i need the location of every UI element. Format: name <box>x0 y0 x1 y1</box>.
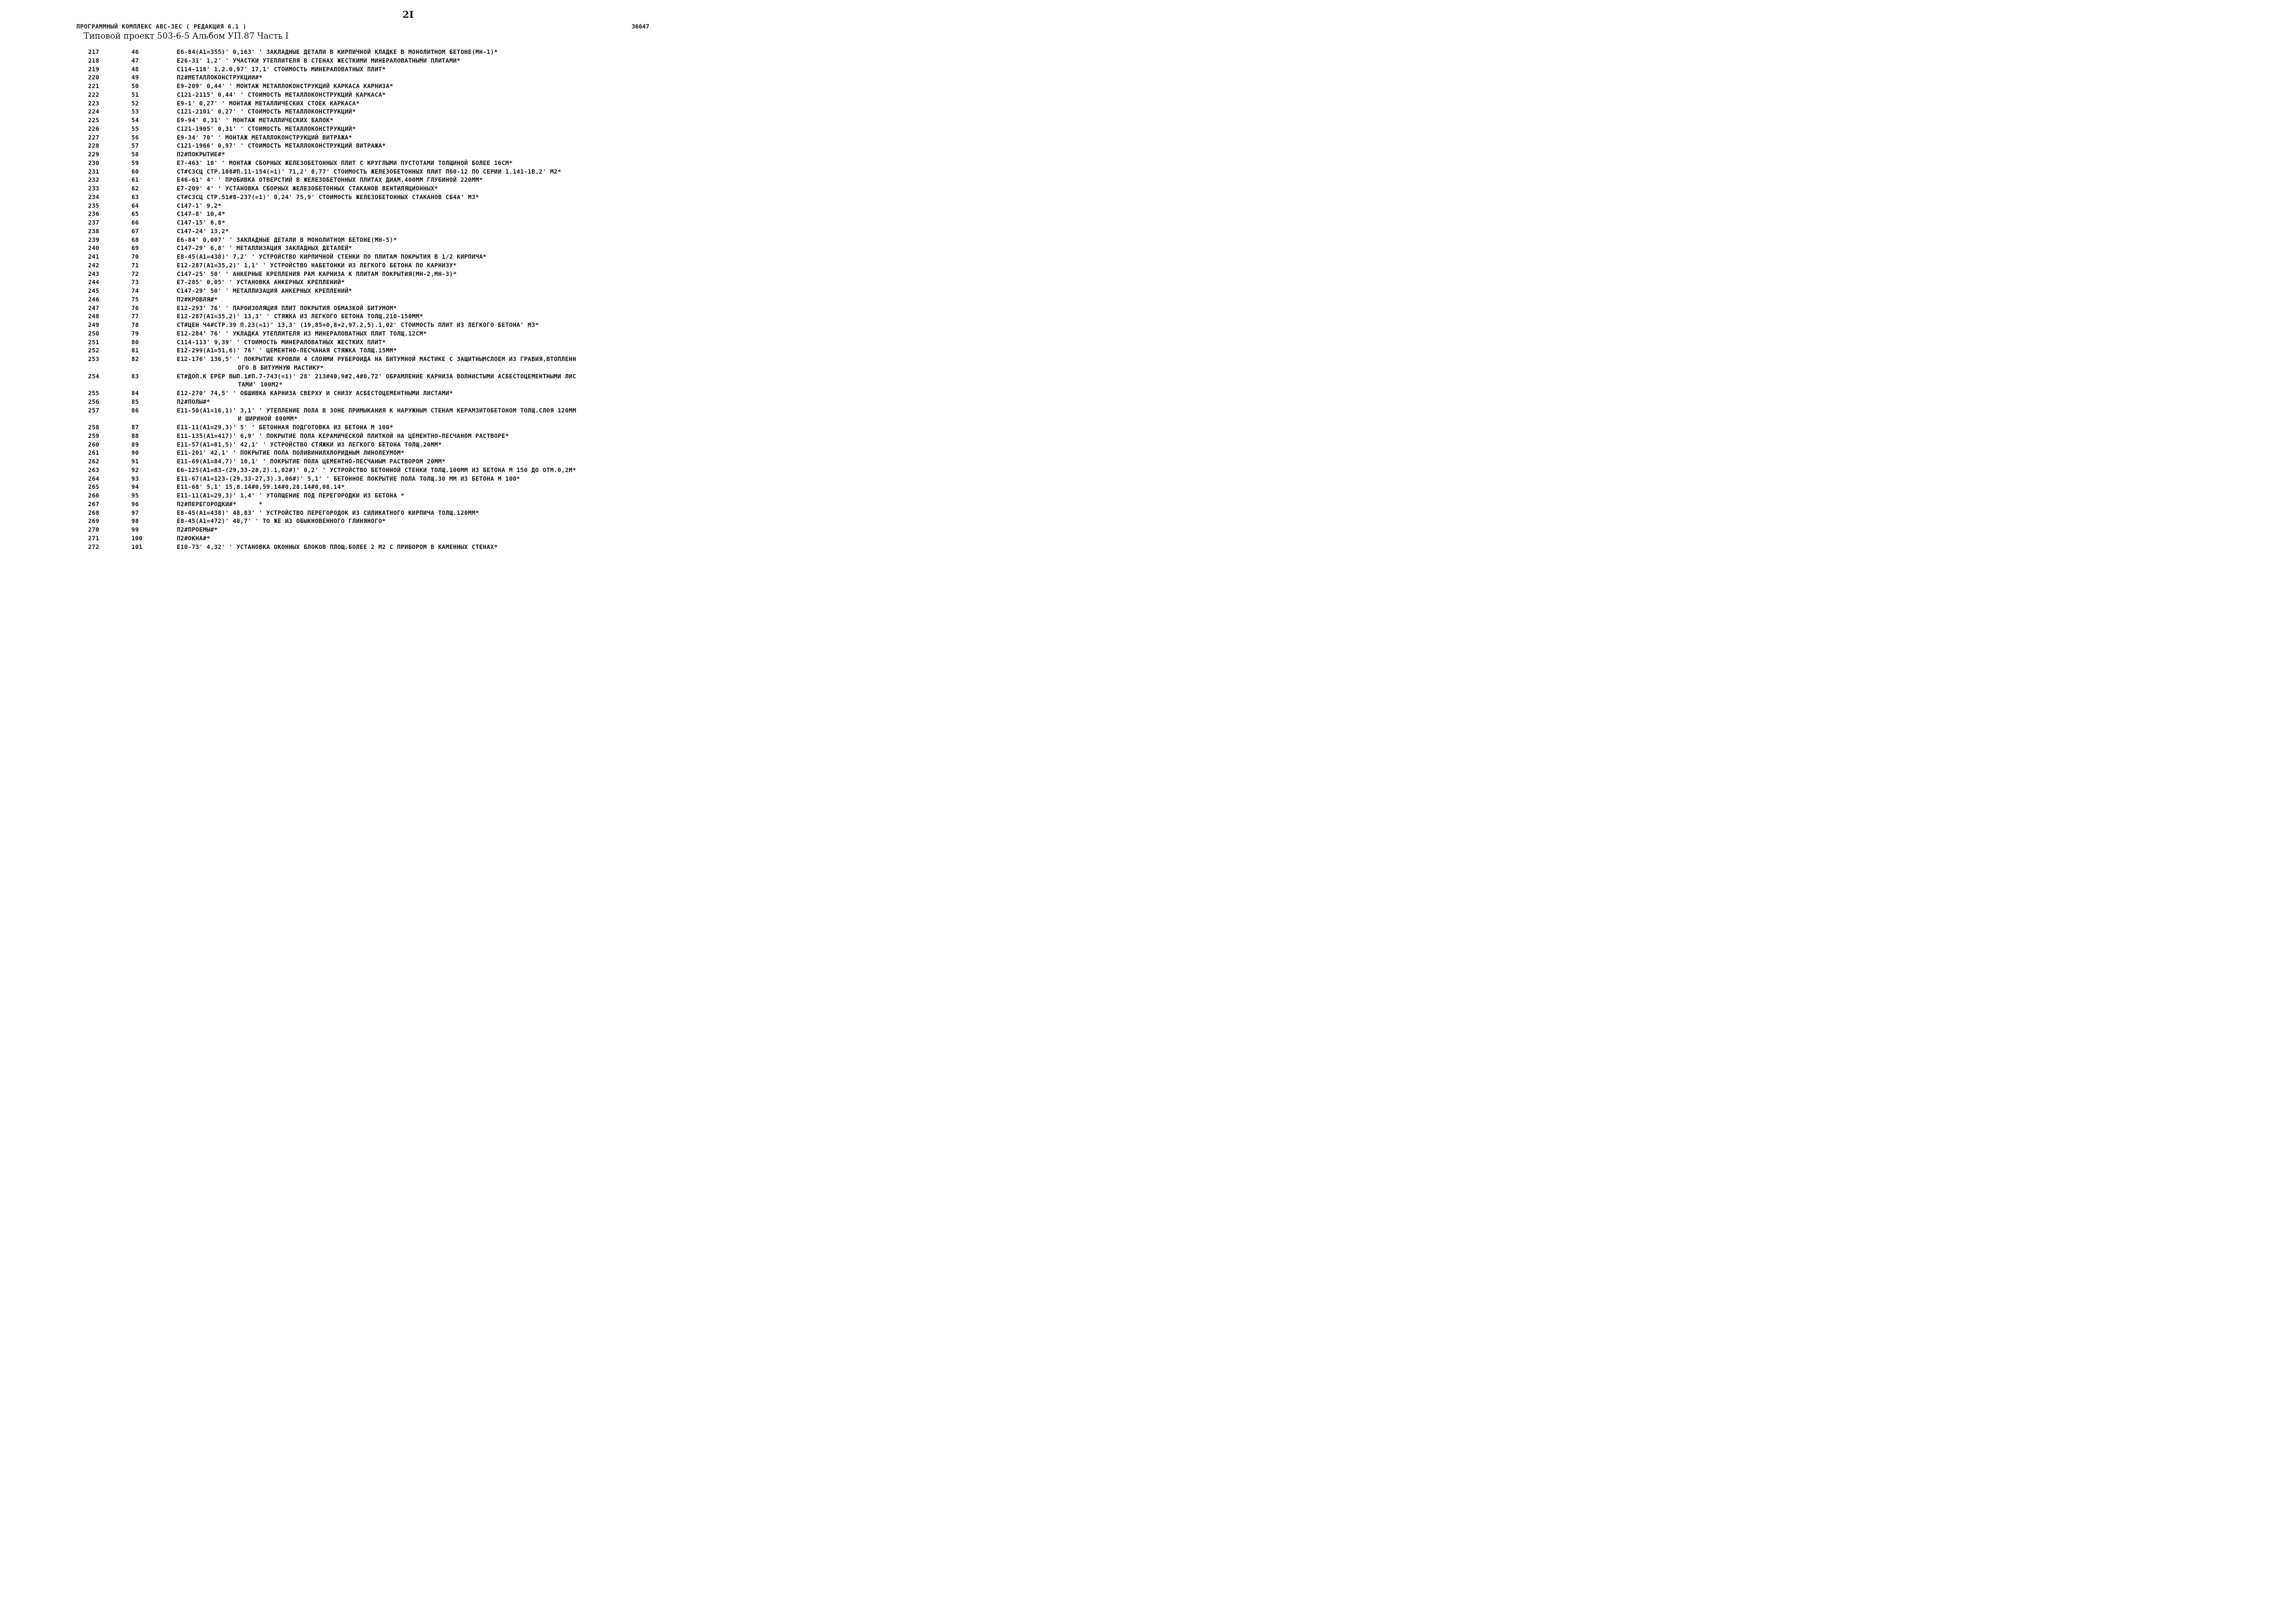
line-number: 232 <box>88 176 99 184</box>
row-text-main: СТ#СЗСЦ СТР.108#П.11-154(=1)' 71,2' 8,77' СТОИМОСТЬ ЖЕЛЕЗОБЕТОННЫХ ПЛИТ П60-12 ПО СЕРИИ 1.141-1В.2' М2* <box>177 168 561 175</box>
row-text-main: Е8-45(А1=438)' 7,2' ' УСТРОЙСТВО КИРПИЧНОЙ СТЕНКИ ПО ПЛИТАМ ПОКРЫТИЯ В 1/2 КИРПИЧА* <box>177 253 487 260</box>
listing-row <box>0 449 815 457</box>
sequence-number: 97 <box>131 509 139 516</box>
listing-row <box>0 99 815 108</box>
row-text <box>177 355 742 372</box>
row-text <box>177 133 742 142</box>
row-text <box>177 491 742 500</box>
line-number: 243 <box>88 270 99 278</box>
row-text <box>177 159 742 168</box>
sequence-number: 94 <box>131 483 139 491</box>
listing-row <box>0 321 815 329</box>
row-text-continuation: ОГО В БИТУМНУЮ МАСТИКУ* <box>238 364 324 371</box>
sequence-number: 80 <box>131 338 139 346</box>
listing-row <box>0 398 815 406</box>
row-text-main: П2#ПРОЕМЫ#* <box>177 526 218 533</box>
listing-row <box>0 184 815 193</box>
row-text <box>177 261 742 270</box>
row-text <box>177 457 742 466</box>
row-text <box>177 338 742 347</box>
row-text <box>177 142 742 150</box>
sequence-number: 66 <box>131 219 139 226</box>
line-number: 234 <box>88 193 99 201</box>
sequence-number: 77 <box>131 313 139 320</box>
row-text <box>177 99 742 108</box>
row-text <box>177 184 742 193</box>
sequence-number: 74 <box>131 287 139 294</box>
row-text-main: Е11-135(А1=417)' 6,9' ' ПОКРЫТИЕ ПОЛА КЕРАМИЧЕСКОЙ ПЛИТКОЙ НА ЦЕМЕНТНО-ПЕСЧАНОМ РАСТВОРЕ* <box>177 432 509 439</box>
listing-row <box>0 372 815 390</box>
row-text-main: Е12-176' 136,5' ' ПОКРЫТИЕ КРОВЛИ 4 СЛОЯМИ РУБЕРОИДА НА БИТУМНОЙ МАСТИКЕ С ЗАЩИТНЫМСЛОЕМ ИЗ ГРАВИЯ,ВТОПЛЕНН <box>177 355 577 363</box>
row-text <box>177 107 742 116</box>
line-number: 252 <box>88 347 99 354</box>
row-text-main: СТ#ЦЕН Ч4#СТР.39 П.23(=1)' 13,3' (19,85+0,8+2,97.2,5).1,02' СТОИМОСТЬ ПЛИТ ИЗ ЛЕГКОГО БЕТОНА' М3* <box>177 321 539 328</box>
row-text-main: Е9-34' 70' ' МОНТАЖ МЕТАЛЛОКОНСТРУКЦИЙ ВИТРАЖА* <box>177 133 352 141</box>
sequence-number: 62 <box>131 185 139 192</box>
row-text <box>177 82 742 91</box>
listing-row <box>0 466 815 475</box>
line-number: 246 <box>88 295 99 303</box>
row-text <box>177 48 742 57</box>
line-number: 218 <box>88 57 99 64</box>
row-text <box>177 389 742 398</box>
sequence-number: 95 <box>131 492 139 499</box>
sequence-number: 54 <box>131 117 139 124</box>
line-number: 235 <box>88 202 99 209</box>
row-text <box>177 543 742 552</box>
row-text-main: П2#ОКНА#* <box>177 534 210 542</box>
sequence-number: 98 <box>131 517 139 525</box>
sequence-number: 67 <box>131 227 139 235</box>
row-text-main: П2#ПОКРЫТИЕ#* <box>177 151 226 158</box>
line-number: 253 <box>88 355 99 363</box>
document-code: 36647 <box>632 23 649 30</box>
listing-row <box>0 338 815 347</box>
sequence-number: 70 <box>131 253 139 260</box>
row-text-continuation: И ШИРИНОЙ 800ММ* <box>238 415 298 423</box>
line-number: 255 <box>88 390 99 397</box>
row-text-main: П2#ПОЛЫ#* <box>177 398 210 405</box>
line-number: 233 <box>88 185 99 192</box>
line-number: 231 <box>88 168 99 175</box>
line-number: 262 <box>88 458 99 465</box>
row-text <box>177 73 742 82</box>
listing-row <box>0 133 815 142</box>
listing-row <box>0 218 815 227</box>
sequence-number: 60 <box>131 168 139 175</box>
line-number: 258 <box>88 424 99 431</box>
line-number: 254 <box>88 372 99 380</box>
row-text <box>177 517 742 526</box>
line-number: 229 <box>88 151 99 158</box>
listing-row <box>0 57 815 65</box>
sequence-number: 88 <box>131 432 139 439</box>
listing-row <box>0 483 815 491</box>
listing-row <box>0 168 815 176</box>
sequence-number: 84 <box>131 390 139 397</box>
row-text-main: Е6-84' 0,007' ' ЗАКЛАДНЫЕ ДЕТАЛИ В МОНОЛИТНОМ БЕТОНЕ(МН-5)* <box>177 236 397 243</box>
line-number: 221 <box>88 82 99 90</box>
sequence-number: 99 <box>131 526 139 533</box>
line-number: 244 <box>88 279 99 286</box>
row-text-main: Е12-287(А1=35,2)' 13,3' ' СТЯЖКА ИЗ ЛЕГКОГО БЕТОНА ТОЛЩ.210-150ММ* <box>177 313 423 320</box>
sequence-number: 89 <box>131 441 139 448</box>
row-text <box>177 423 742 432</box>
row-text-main: СТ#СЗСЦ СТР.51#8-237(=1)' 0,24' 75,9' СТОИМОСТЬ ЖЕЛЕЗОБЕТОННЫХ СТАКАНОВ СБ4А' М3* <box>177 193 479 201</box>
listing-row <box>0 236 815 244</box>
row-text-main: Е6-125(А1=83-(29,33-28,2).1,02#)' 0,2' ' УСТРОЙСТВО БЕТОННОЙ СТЕНКИ ТОЛЩ.100ММ ИЗ БЕТОНА М 150 ДО ОТМ.0,2М* <box>177 466 577 474</box>
sequence-number: 96 <box>131 500 139 508</box>
sequence-number: 86 <box>131 406 139 414</box>
sequence-number: 46 <box>131 48 139 56</box>
line-number: 238 <box>88 227 99 235</box>
listing-row <box>0 457 815 466</box>
line-number: 219 <box>88 65 99 73</box>
line-number: 240 <box>88 244 99 252</box>
line-number: 257 <box>88 406 99 414</box>
sequence-number: 82 <box>131 355 139 363</box>
line-number: 230 <box>88 159 99 167</box>
row-text <box>177 295 742 304</box>
row-text-main: С147-29' 50' ' МЕТАЛЛИЗАЦИЯ АНКЕРНЫХ КРЕПЛЕНИЙ* <box>177 287 352 294</box>
sequence-number: 81 <box>131 347 139 354</box>
sequence-number: 91 <box>131 458 139 465</box>
listing-row <box>0 346 815 355</box>
line-number: 227 <box>88 133 99 141</box>
listing-row <box>0 125 815 133</box>
line-number: 270 <box>88 526 99 533</box>
sequence-number: 85 <box>131 398 139 405</box>
listing-row <box>0 517 815 526</box>
sequence-number: 73 <box>131 279 139 286</box>
row-text-main: Е12-270' 74,5' ' ОБШИВКА КАРНИЗА СВЕРХУ И СНИЗУ АСБЕСТОЦЕМЕНТНЫМИ ЛИСТАМИ* <box>177 390 453 397</box>
row-text-main: Е7-463' 10' ' МОНТАЖ СБОРНЫХ ЖЕЛЕЗОБЕТОННЫХ ПЛИТ С КРУГЛЫМИ ПУСТОТАМИ ТОЛЩИНОЙ БОЛЕЕ 16СМ* <box>177 159 513 167</box>
row-text <box>177 312 742 321</box>
listing-row <box>0 227 815 236</box>
row-text-main: Е11-11(А1=29,3)' 5' ' БЕТОННАЯ ПОДГОТОВКА ИЗ БЕТОНА М 100* <box>177 424 394 431</box>
row-text-main: Е9-1' 0,27' ' МОНТАЖ МЕТАЛЛИЧЕСКИХ СТОЕК КАРКАСА* <box>177 99 360 107</box>
row-text-main: П2#МЕТАЛЛОКОНСТРУКЦИИ#* <box>177 74 263 81</box>
row-text <box>177 236 742 244</box>
row-text <box>177 304 742 313</box>
sequence-number: 47 <box>131 57 139 64</box>
line-number: 251 <box>88 338 99 346</box>
row-text-main: Е12-299(А1=51,6)' 76' ' ЦЕМЕНТНО-ПЕСЧАНАЯ СТЯЖКА ТОЛЩ.15ММ* <box>177 347 397 354</box>
row-text-main: Е9-94' 0,31' ' МОНТАЖ МЕТАЛЛИЧЕСКИХ БАЛОК* <box>177 117 334 124</box>
row-text-main: Е7-209' 4' ' УСТАНОВКА СБОРНЫХ ЖЕЛЕЗОБЕТОННЫХ СТАКАНОВ ВЕНТИЛЯЦИОННЫХ* <box>177 185 439 192</box>
row-text-main: Е11-50(А1=16,1)' 3,1' ' УТЕПЛЕНИЕ ПОЛА В ЗОНЕ ПРИМЫКАНИЯ К НАРУЖНЫМ СТЕНАМ КЕРАМЗИТОБЕТОНОМ ТОЛЩ.СЛОЯ 120ММ <box>177 406 577 414</box>
row-text <box>177 475 742 483</box>
sequence-number: 58 <box>131 151 139 158</box>
listing-row <box>0 210 815 218</box>
listing-row <box>0 295 815 304</box>
sequence-number: 52 <box>131 99 139 107</box>
page-number: 2I <box>402 9 414 20</box>
sequence-number: 48 <box>131 65 139 73</box>
row-text <box>177 176 742 184</box>
program-header: ПРОГРАММНЫЙ КОМПЛЕКС АВС-3ЕС ( РЕДАКЦИЯ 6.1 ) <box>76 23 247 30</box>
listing-row <box>0 193 815 202</box>
line-number: 266 <box>88 492 99 499</box>
row-text-main: П2#ПЕРЕГОРОДКИ#* * <box>177 500 263 508</box>
row-text <box>177 372 742 390</box>
listing-row <box>0 441 815 449</box>
sequence-number: 51 <box>131 91 139 98</box>
row-text-main: Е12-287(А1=35,2)' 1,1' ' УСТРОЙСТВО НАБЕТОНКИ ИЗ ЛЕГКОГО БЕТОНА ПО КАРНИЗУ* <box>177 261 457 269</box>
sequence-number: 93 <box>131 475 139 482</box>
sequence-number: 90 <box>131 449 139 457</box>
listing-row <box>0 355 815 372</box>
listing-row <box>0 423 815 432</box>
line-number: 261 <box>88 449 99 457</box>
line-number: 250 <box>88 329 99 337</box>
row-text-main: Е8-45(А1=472)' 40,7' ' ТО ЖЕ ИЗ ОБЫКНОВЕННОГО ГЛИНЯНОГО* <box>177 517 386 525</box>
listing-row <box>0 91 815 99</box>
listing-row <box>0 312 815 321</box>
sequence-number: 68 <box>131 236 139 243</box>
listing-row <box>0 244 815 253</box>
sequence-number: 59 <box>131 159 139 167</box>
row-text-main: С121-2101' 0,27' ' СТОИМОСТЬ МЕТАЛЛОКОНСТРУКЦИЙ* <box>177 108 356 116</box>
row-text <box>177 441 742 449</box>
listing-row <box>0 287 815 295</box>
sequence-number: 50 <box>131 82 139 90</box>
listing-row <box>0 534 815 543</box>
sequence-number: 79 <box>131 329 139 337</box>
sequence-number: 55 <box>131 125 139 132</box>
row-text-main: С121-2115' 0,44' ' СТОИМОСТЬ МЕТАЛЛОКОНСТРУКЦИЙ КАРКАСА* <box>177 91 386 98</box>
listing-row <box>0 150 815 159</box>
line-number: 263 <box>88 466 99 474</box>
row-text <box>177 406 742 424</box>
sequence-number: 92 <box>131 466 139 474</box>
line-number: 245 <box>88 287 99 294</box>
row-text-main: Е11-67(А1=123-(29,33-27,3).3,06#)' 5,1' ' БЕТОННОЕ ПОКРЫТИЕ ПОЛА ТОЛЩ.30 ММ ИЗ БЕТОНА М 100* <box>177 475 521 482</box>
sequence-number: 76 <box>131 304 139 312</box>
line-number: 272 <box>88 543 99 550</box>
row-text-main: С147-24' 13,2* <box>177 227 229 235</box>
row-text-main: Е12-293' 76' ' ПАРОИЗОЛЯЦИЯ ПЛИТ ПОКРЫТИЯ ОБМАЗКОЙ БИТУМОМ* <box>177 304 397 312</box>
line-number: 237 <box>88 219 99 226</box>
row-text <box>177 244 742 253</box>
line-number: 249 <box>88 321 99 328</box>
row-text-main: Е8-45(А1=438)' 48,83' ' УСТРОЙСТВО ПЕРЕГОРОДОК ИЗ СИЛИКАТНОГО КИРПИЧА ТОЛЩ.120ММ* <box>177 509 479 516</box>
row-text <box>177 346 742 355</box>
row-text <box>177 449 742 457</box>
sequence-number: 72 <box>131 270 139 278</box>
listing-row <box>0 406 815 424</box>
listing-row <box>0 176 815 184</box>
sequence-number: 56 <box>131 133 139 141</box>
row-text <box>177 483 742 491</box>
row-text-main: С114-118' 1,2.0,97' 17,1' СТОИМОСТЬ МИНЕРАЛОВАТНЫХ ПЛИТ* <box>177 65 386 73</box>
row-text-main: С147-15' 6,8* <box>177 219 226 226</box>
row-text-main: Е11-11(А1=29,3)' 1,4' ' УТОЛЩЕНИЕ ПОД ПЕРЕГОРОДКИ ИЗ БЕТОНА * <box>177 492 405 499</box>
row-text-main: Е11-68' 5,1' 15,8.14#0,59.14#0,28.14#0,08.14* <box>177 483 345 491</box>
listing-row <box>0 48 815 57</box>
line-number: 226 <box>88 125 99 132</box>
line-number: 217 <box>88 48 99 56</box>
sequence-number: 83 <box>131 372 139 380</box>
row-text-main: Е7-285' 0,05' ' УСТАНОВКА АНКЕРНЫХ КРЕПЛЕНИЙ* <box>177 279 345 286</box>
line-number: 247 <box>88 304 99 312</box>
row-text-main: С121-1966' 0,97' ' СТОИМОСТЬ МЕТАЛЛОКОНСТРУКЦИЙ ВИТРАЖА* <box>177 142 386 150</box>
row-text <box>177 150 742 159</box>
row-text-main: Е10-73' 4,32' ' УСТАНОВКА ОКОННЫХ БЛОКОВ ПЛОЩ.БОЛЕЕ 2 М2 С ПРИБОРОМ В КАМЕННЫХ СТЕНАХ* <box>177 543 498 550</box>
row-text-main: ЕТ#ДОП.К ЕРЕР ВЫП.1#П.7-743(=1)' 28' 213#40,9#2,4#0,72' ОБРАМЛЕНИЕ КАРНИЗА ВОЛНИСТЫМИ АСБЕСТОЦЕМЕНТНЫМИ ЛИС <box>177 372 577 380</box>
sequence-number: 78 <box>131 321 139 328</box>
row-text <box>177 466 742 475</box>
listing-row <box>0 509 815 517</box>
row-text <box>177 398 742 406</box>
line-number: 260 <box>88 441 99 448</box>
row-text-main: С121-1905' 0,31' ' СТОИМОСТЬ МЕТАЛЛОКОНСТРУКЦИЙ* <box>177 125 356 132</box>
sequence-number: 65 <box>131 210 139 218</box>
listing-row <box>0 491 815 500</box>
listing-row <box>0 500 815 509</box>
row-text-main: С114-113' 9,39' ' СТОИМОСТЬ МИНЕРАЛОВАТНЫХ ЖЕСТКИХ ПЛИТ* <box>177 338 386 346</box>
line-number: 224 <box>88 108 99 116</box>
row-text-main: Е11-57(А1=81,5)' 42,1' ' УСТРОЙСТВО СТЯЖКИ ИЗ ЛЕГКОГО БЕТОНА ТОЛЩ.20ММ* <box>177 441 442 448</box>
listing-row <box>0 261 815 270</box>
row-text-main: Е11-201' 42,1' ' ПОКРЫТИЕ ПОЛА ПОЛИВИНИЛХЛОРИДНЫМ ЛИНОЛЕУМОМ* <box>177 449 405 457</box>
sequence-number: 63 <box>131 193 139 201</box>
row-text <box>177 116 742 125</box>
row-text-continuation: ТАМИ' 100М2* <box>238 381 283 389</box>
row-text <box>177 218 742 227</box>
sequence-number: 69 <box>131 244 139 252</box>
row-text <box>177 329 742 338</box>
sequence-number: 61 <box>131 176 139 184</box>
row-text <box>177 227 742 236</box>
document-title: Типовой проект 503-6-5 Альбом УП.87 Часть I <box>84 31 289 41</box>
line-number: 269 <box>88 517 99 525</box>
row-text-main: Е26-31' 1,2' ' УЧАСТКИ УТЕПЛИТЕЛЯ В СТЕНАХ ЖЕСТКИМИ МИНЕРАЛОВАТНЫМИ ПЛИТАМИ* <box>177 57 461 64</box>
sequence-number: 64 <box>131 202 139 209</box>
row-text-main: П2#КРОВЛЯ#* <box>177 295 218 303</box>
row-text <box>177 210 742 218</box>
line-number: 222 <box>88 91 99 98</box>
listing-row <box>0 432 815 441</box>
sequence-number: 87 <box>131 424 139 431</box>
line-number: 223 <box>88 99 99 107</box>
listing-row <box>0 389 815 398</box>
listing-row <box>0 270 815 279</box>
row-text-main: Е12-284' 76' ' УКЛАДКА УТЕПЛИТЕЛЯ ИЗ МИНЕРАЛОВАТНЫХ ПЛИТ ТОЛЩ.12СМ* <box>177 329 427 337</box>
line-number: 225 <box>88 117 99 124</box>
line-number: 259 <box>88 432 99 439</box>
row-text <box>177 270 742 279</box>
row-text <box>177 168 742 176</box>
listing-row <box>0 73 815 82</box>
line-number: 268 <box>88 509 99 516</box>
row-text <box>177 193 742 202</box>
listing-row <box>0 543 815 552</box>
listing-row <box>0 65 815 74</box>
row-text <box>177 202 742 210</box>
row-text-main: Е11-69(А1=84,7)' 10,1' ' ПОКРЫТИЕ ПОЛА ЦЕМЕНТНО-ПЕСЧАНЫМ РАСТВОРОМ 20ММ* <box>177 458 446 465</box>
line-number: 264 <box>88 475 99 482</box>
row-text-main: С147-29' 6,8' ' МЕТАЛЛИЗАЦИЯ ЗАКЛАДНЫХ ДЕТАЛЕЙ* <box>177 244 352 252</box>
sequence-number: 100 <box>131 534 143 542</box>
listing-row <box>0 304 815 313</box>
listing-row <box>0 202 815 210</box>
row-text-main: Е6-84(А1=355)' 0,163' ' ЗАКЛАДНЫЕ ДЕТАЛИ В КИРПИЧНОЙ КЛАДКЕ В МОНОЛИТНОМ БЕТОНЕ(МН-1)* <box>177 48 498 56</box>
row-text-main: Е46-61' 4' ' ПРОБИВКА ОТВЕРСТИЙ В ЖЕЛЕЗОБЕТОННЫХ ПЛИТАХ ДИАМ.400ММ ГЛУБИНОЙ 220ММ* <box>177 176 483 184</box>
row-text <box>177 57 742 65</box>
line-number: 239 <box>88 236 99 243</box>
row-text <box>177 287 742 295</box>
row-text <box>177 534 742 543</box>
row-text-main: С147-8' 10,4* <box>177 210 226 218</box>
sequence-number: 53 <box>131 108 139 116</box>
row-text <box>177 125 742 133</box>
listing-row <box>0 159 815 168</box>
line-number: 271 <box>88 534 99 542</box>
listing-row <box>0 82 815 91</box>
line-number: 256 <box>88 398 99 405</box>
row-text <box>177 500 742 509</box>
line-number: 242 <box>88 261 99 269</box>
row-text <box>177 432 742 441</box>
listing-row <box>0 329 815 338</box>
row-text <box>177 65 742 74</box>
sequence-number: 101 <box>131 543 143 550</box>
listing-row <box>0 107 815 116</box>
listing-row <box>0 526 815 534</box>
row-text <box>177 253 742 261</box>
listing-row <box>0 475 815 483</box>
sequence-number: 57 <box>131 142 139 150</box>
listing-row <box>0 142 815 150</box>
row-text-main: С147-1' 9,2* <box>177 202 222 209</box>
sequence-number: 49 <box>131 74 139 81</box>
row-text <box>177 526 742 534</box>
row-text <box>177 278 742 287</box>
listing-row <box>0 253 815 261</box>
row-text-main: Е9-209' 0,44' ' МОНТАЖ МЕТАЛЛОКОНСТРУКЦИЙ КАРКАСА КАРНИЗА* <box>177 82 394 90</box>
line-number: 265 <box>88 483 99 491</box>
line-number: 236 <box>88 210 99 218</box>
row-text <box>177 321 742 329</box>
row-text-main: С147-25' 50' ' АНКЕРНЫЕ КРЕПЛЕНИЯ РАМ КАРНИЗА К ПЛИТАМ ПОКРЫТИЯ(МН-2,МН-3)* <box>177 270 457 278</box>
line-number: 267 <box>88 500 99 508</box>
listing-row <box>0 278 815 287</box>
line-number: 248 <box>88 313 99 320</box>
row-text <box>177 91 742 99</box>
line-number: 220 <box>88 74 99 81</box>
line-number: 241 <box>88 253 99 260</box>
estimate-listing <box>0 48 815 551</box>
row-text <box>177 509 742 517</box>
sequence-number: 71 <box>131 261 139 269</box>
line-number: 228 <box>88 142 99 150</box>
listing-row <box>0 116 815 125</box>
sequence-number: 75 <box>131 295 139 303</box>
